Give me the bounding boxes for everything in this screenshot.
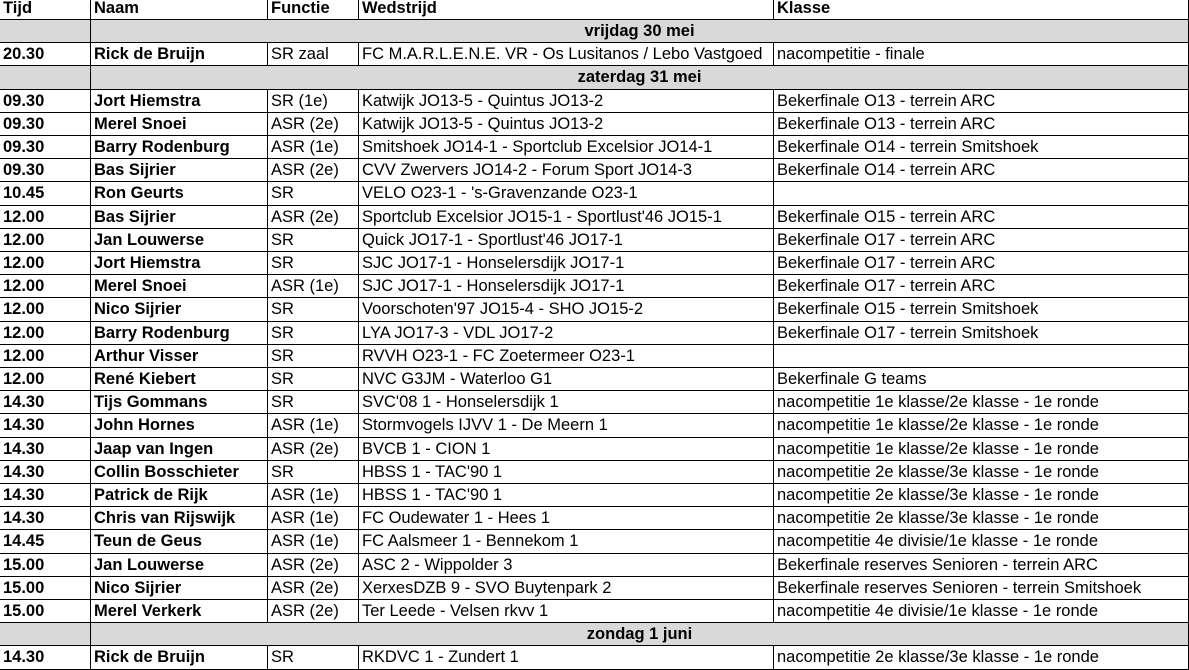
cell-tijd[interactable]: 20.30 <box>0 43 91 66</box>
cell-naam[interactable]: Merel Snoei <box>91 113 268 136</box>
cell-wedstrijd[interactable]: CVV Zwervers JO14-2 - Forum Sport JO14-3 <box>359 159 774 182</box>
cell-wedstrijd[interactable]: FC M.A.R.L.E.N.E. VR - Os Lusitanos / Lebo Vastgoed <box>359 43 774 66</box>
cell-klasse[interactable]: nacompetitie 1e klasse/2e klasse - 1e ronde <box>774 414 1189 437</box>
cell-wedstrijd[interactable]: SVC'08 1 - Honselersdijk 1 <box>359 391 774 414</box>
cell-wedstrijd[interactable]: Katwijk JO13-5 - Quintus JO13-2 <box>359 90 774 113</box>
schedule-row <box>0 43 1189 66</box>
cell-klasse[interactable]: Bekerfinale O17 - terrein ARC <box>774 229 1189 252</box>
cell-wedstrijd[interactable]: Quick JO17-1 - Sportlust'46 JO17-1 <box>359 229 774 252</box>
schedule-row <box>0 530 1189 553</box>
cell-klasse[interactable]: Bekerfinale O17 - terrein Smitshoek <box>774 322 1189 345</box>
cell-klasse[interactable]: Bekerfinale O14 - terrein ARC <box>774 159 1189 182</box>
cell-tijd[interactable]: 14.30 <box>0 507 91 530</box>
cell-wedstrijd[interactable]: SJC JO17-1 - Honselersdijk JO17-1 <box>359 275 774 298</box>
cell-functie[interactable]: ASR (1e) <box>268 507 359 530</box>
cell-functie[interactable]: ASR (1e) <box>268 136 359 159</box>
schedule-row <box>0 322 1189 345</box>
day-time-cell[interactable] <box>0 623 91 646</box>
cell-klasse[interactable]: Bekerfinale O13 - terrein ARC <box>774 113 1189 136</box>
cell-naam[interactable]: Arthur Visser <box>91 345 268 368</box>
schedule-row <box>0 577 1189 600</box>
cell-wedstrijd[interactable]: Ter Leede - Velsen rkvv 1 <box>359 600 774 623</box>
cell-klasse[interactable]: Bekerfinale O14 - terrein Smitshoek <box>774 136 1189 159</box>
header-wedstrijd[interactable]: Wedstrijd <box>359 0 774 20</box>
cell-naam[interactable]: Tijs Gommans <box>91 391 268 414</box>
cell-klasse[interactable]: Bekerfinale reserves Senioren - terrein Smitshoek <box>774 577 1189 600</box>
cell-tijd[interactable]: 14.30 <box>0 414 91 437</box>
cell-functie[interactable]: SR <box>268 345 359 368</box>
cell-functie[interactable]: ASR (1e) <box>268 484 359 507</box>
cell-tijd[interactable]: 12.00 <box>0 368 91 391</box>
cell-naam[interactable]: Nico Sijrier <box>91 577 268 600</box>
cell-naam[interactable]: Merel Snoei <box>91 275 268 298</box>
schedule-row <box>0 368 1189 391</box>
cell-wedstrijd[interactable]: FC Aalsmeer 1 - Bennekom 1 <box>359 530 774 553</box>
cell-functie[interactable]: SR <box>268 391 359 414</box>
cell-naam[interactable]: Jaap van Ingen <box>91 438 268 461</box>
cell-functie[interactable]: ASR (1e) <box>268 530 359 553</box>
cell-functie[interactable]: ASR (1e) <box>268 414 359 437</box>
cell-tijd[interactable]: 09.30 <box>0 136 91 159</box>
cell-functie[interactable]: SR <box>268 646 359 669</box>
cell-klasse[interactable]: Bekerfinale reserves Senioren - terrein ARC <box>774 554 1189 577</box>
cell-naam[interactable]: Jan Louwerse <box>91 554 268 577</box>
header-tijd[interactable]: Tijd <box>0 0 91 20</box>
day-separator-row <box>0 66 1189 89</box>
cell-naam[interactable]: Teun de Geus <box>91 530 268 553</box>
schedule-row <box>0 90 1189 113</box>
cell-klasse[interactable]: Bekerfinale O15 - terrein Smitshoek <box>774 298 1189 321</box>
header-naam[interactable]: Naam <box>91 0 268 20</box>
cell-functie[interactable]: SR <box>268 322 359 345</box>
cell-wedstrijd[interactable]: FC Oudewater 1 - Hees 1 <box>359 507 774 530</box>
cell-wedstrijd[interactable]: NVC G3JM - Waterloo G1 <box>359 368 774 391</box>
cell-functie[interactable]: ASR (2e) <box>268 600 359 623</box>
cell-tijd[interactable]: 12.00 <box>0 206 91 229</box>
cell-tijd[interactable]: 12.00 <box>0 252 91 275</box>
cell-functie[interactable]: SR <box>268 229 359 252</box>
schedule-row <box>0 275 1189 298</box>
cell-tijd[interactable]: 12.00 <box>0 298 91 321</box>
cell-tijd[interactable]: 12.00 <box>0 229 91 252</box>
day-separator-row <box>0 20 1189 43</box>
cell-wedstrijd[interactable]: Katwijk JO13-5 - Quintus JO13-2 <box>359 113 774 136</box>
cell-tijd[interactable]: 15.00 <box>0 577 91 600</box>
cell-naam[interactable]: John Hornes <box>91 414 268 437</box>
cell-klasse[interactable]: nacompetitie 2e klasse/3e klasse - 1e ronde <box>774 484 1189 507</box>
cell-tijd[interactable]: 14.30 <box>0 438 91 461</box>
cell-tijd[interactable]: 10.45 <box>0 182 91 205</box>
day-separator-row <box>0 623 1189 646</box>
header-klasse[interactable]: Klasse <box>774 0 1189 20</box>
cell-tijd[interactable]: 12.00 <box>0 275 91 298</box>
cell-functie[interactable]: SR <box>268 252 359 275</box>
cell-functie[interactable]: ASR (1e) <box>268 275 359 298</box>
cell-klasse[interactable]: Bekerfinale O17 - terrein ARC <box>774 275 1189 298</box>
cell-klasse[interactable]: nacompetitie 2e klasse/3e klasse - 1e ronde <box>774 461 1189 484</box>
cell-naam[interactable]: Rick de Bruijn <box>91 646 268 669</box>
cell-klasse[interactable]: nacompetitie - finale <box>774 43 1189 66</box>
cell-naam[interactable]: Collin Bosschieter <box>91 461 268 484</box>
cell-tijd[interactable]: 09.30 <box>0 159 91 182</box>
schedule-row <box>0 391 1189 414</box>
cell-klasse[interactable] <box>774 345 1189 368</box>
schedule-row <box>0 461 1189 484</box>
cell-functie[interactable]: SR <box>268 368 359 391</box>
cell-functie[interactable]: ASR (2e) <box>268 554 359 577</box>
cell-functie[interactable]: ASR (2e) <box>268 206 359 229</box>
cell-wedstrijd[interactable]: RVVH O23-1 - FC Zoetermeer O23-1 <box>359 345 774 368</box>
schedule-row <box>0 438 1189 461</box>
cell-naam[interactable]: Merel Verkerk <box>91 600 268 623</box>
cell-tijd[interactable]: 14.30 <box>0 391 91 414</box>
cell-functie[interactable]: SR zaal <box>268 43 359 66</box>
cell-functie[interactable]: ASR (2e) <box>268 438 359 461</box>
cell-klasse[interactable]: nacompetitie 1e klasse/2e klasse - 1e ronde <box>774 438 1189 461</box>
cell-klasse[interactable] <box>774 182 1189 205</box>
cell-wedstrijd[interactable]: Sportclub Excelsior JO15-1 - Sportlust'46 JO15-1 <box>359 206 774 229</box>
cell-klasse[interactable]: nacompetitie 2e klasse/3e klasse - 1e ronde <box>774 507 1189 530</box>
cell-wedstrijd[interactable]: RKDVC 1 - Zundert 1 <box>359 646 774 669</box>
cell-naam[interactable]: Barry Rodenburg <box>91 322 268 345</box>
schedule-row <box>0 507 1189 530</box>
cell-tijd[interactable]: 14.45 <box>0 530 91 553</box>
day-label[interactable]: zondag 1 juni <box>91 623 1189 646</box>
cell-tijd[interactable]: 15.00 <box>0 600 91 623</box>
schedule-row <box>0 414 1189 437</box>
day-label[interactable]: vrijdag 30 mei <box>91 20 1189 43</box>
cell-tijd[interactable]: 09.30 <box>0 90 91 113</box>
day-label[interactable]: zaterdag 31 mei <box>91 66 1189 89</box>
schedule-row <box>0 229 1189 252</box>
cell-naam[interactable]: Patrick de Rijk <box>91 484 268 507</box>
cell-wedstrijd[interactable]: HBSS 1 - TAC'90 1 <box>359 484 774 507</box>
cell-naam[interactable]: Jan Louwerse <box>91 229 268 252</box>
cell-naam[interactable]: Chris van Rijswijk <box>91 507 268 530</box>
cell-klasse[interactable]: nacompetitie 4e divisie/1e klasse - 1e ronde <box>774 600 1189 623</box>
cell-klasse[interactable]: Bekerfinale O15 - terrein ARC <box>774 206 1189 229</box>
cell-naam[interactable]: Rick de Bruijn <box>91 43 268 66</box>
cell-naam[interactable]: René Kiebert <box>91 368 268 391</box>
schedule-row <box>0 182 1189 205</box>
cell-naam[interactable]: Nico Sijrier <box>91 298 268 321</box>
schedule-row <box>0 298 1189 321</box>
header-row <box>0 0 1189 20</box>
cell-naam[interactable]: Bas Sijrier <box>91 159 268 182</box>
cell-wedstrijd[interactable]: ASC 2 - Wippolder 3 <box>359 554 774 577</box>
cell-naam[interactable]: Jort Hiemstra <box>91 252 268 275</box>
cell-wedstrijd[interactable]: VELO O23-1 - 's-Gravenzande O23-1 <box>359 182 774 205</box>
cell-naam[interactable]: Barry Rodenburg <box>91 136 268 159</box>
cell-klasse[interactable]: nacompetitie 1e klasse/2e klasse - 1e ronde <box>774 391 1189 414</box>
cell-tijd[interactable]: 14.30 <box>0 461 91 484</box>
schedule-row <box>0 345 1189 368</box>
cell-wedstrijd[interactable]: Stormvogels IJVV 1 - De Meern 1 <box>359 414 774 437</box>
cell-wedstrijd[interactable]: Voorschoten'97 JO15-4 - SHO JO15-2 <box>359 298 774 321</box>
cell-wedstrijd[interactable]: BVCB 1 - CION 1 <box>359 438 774 461</box>
header-functie[interactable]: Functie <box>268 0 359 20</box>
cell-tijd[interactable]: 09.30 <box>0 113 91 136</box>
cell-klasse[interactable]: Bekerfinale G teams <box>774 368 1189 391</box>
cell-tijd[interactable]: 12.00 <box>0 322 91 345</box>
schedule-row <box>0 113 1189 136</box>
cell-wedstrijd[interactable]: LYA JO17-3 - VDL JO17-2 <box>359 322 774 345</box>
schedule-row <box>0 159 1189 182</box>
cell-functie[interactable]: ASR (2e) <box>268 113 359 136</box>
cell-functie[interactable]: SR <box>268 298 359 321</box>
cell-wedstrijd[interactable]: Smitshoek JO14-1 - Sportclub Excelsior JO14-1 <box>359 136 774 159</box>
cell-naam[interactable]: Bas Sijrier <box>91 206 268 229</box>
cell-functie[interactable]: SR (1e) <box>268 90 359 113</box>
cell-klasse[interactable]: nacompetitie 4e divisie/1e klasse - 1e ronde <box>774 530 1189 553</box>
schedule-row <box>0 484 1189 507</box>
cell-wedstrijd[interactable]: XerxesDZB 9 - SVO Buytenpark 2 <box>359 577 774 600</box>
schedule-row <box>0 136 1189 159</box>
cell-klasse[interactable]: Bekerfinale O13 - terrein ARC <box>774 90 1189 113</box>
cell-wedstrijd[interactable]: HBSS 1 - TAC'90 1 <box>359 461 774 484</box>
schedule-row <box>0 646 1189 669</box>
cell-tijd[interactable]: 14.30 <box>0 484 91 507</box>
cell-tijd[interactable]: 12.00 <box>0 345 91 368</box>
day-time-cell[interactable] <box>0 66 91 89</box>
day-time-cell[interactable] <box>0 20 91 43</box>
schedule-row <box>0 252 1189 275</box>
cell-klasse[interactable]: Bekerfinale O17 - terrein ARC <box>774 252 1189 275</box>
cell-functie[interactable]: SR <box>268 182 359 205</box>
cell-tijd[interactable]: 15.00 <box>0 554 91 577</box>
cell-klasse[interactable]: nacompetitie 2e klasse/3e klasse - 1e ronde <box>774 646 1189 669</box>
cell-naam[interactable]: Jort Hiemstra <box>91 90 268 113</box>
cell-functie[interactable]: SR <box>268 461 359 484</box>
schedule-row <box>0 554 1189 577</box>
cell-wedstrijd[interactable]: SJC JO17-1 - Honselersdijk JO17-1 <box>359 252 774 275</box>
cell-naam[interactable]: Ron Geurts <box>91 182 268 205</box>
cell-functie[interactable]: ASR (2e) <box>268 159 359 182</box>
cell-tijd[interactable]: 14.30 <box>0 646 91 669</box>
schedule-row <box>0 600 1189 623</box>
schedule-row <box>0 206 1189 229</box>
cell-functie[interactable]: ASR (2e) <box>268 577 359 600</box>
